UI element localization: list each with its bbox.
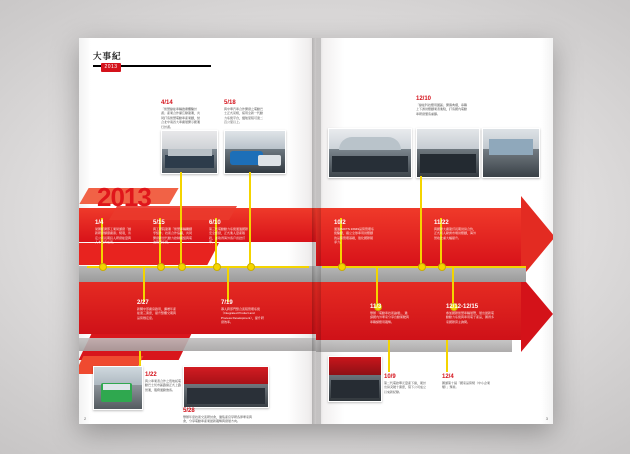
page-left bbox=[79, 38, 316, 424]
event-0719: 7/19 導入跨部門整合流程管理系統（Integrated Product and Process Development），提升研發效率。 bbox=[221, 300, 264, 325]
timeline-line-227 bbox=[143, 266, 145, 302]
timeline-line-124 bbox=[446, 340, 448, 372]
timeline-dot-r1 bbox=[418, 263, 426, 271]
red-band-2 bbox=[79, 243, 219, 265]
red-band-r2 bbox=[316, 282, 526, 340]
page-right bbox=[316, 38, 553, 424]
timeline-dot-2 bbox=[247, 263, 255, 271]
event-1210: 12/10 「綠能科技應用園區」開幕典禮，串聯上下游供應鏈業者進駐，打造國內電動車研發製造重鎮。 bbox=[416, 96, 468, 116]
gray-band-r2 bbox=[316, 340, 512, 352]
timeline-line-113 bbox=[376, 266, 378, 306]
timeline-line-1210 bbox=[420, 176, 422, 266]
event-1009: 10/9 第二代電控單元量產下線，累計出貨突破十萬套，寫下公司成立以來新紀錄。 bbox=[384, 374, 427, 394]
timeline-line-414 bbox=[180, 172, 182, 266]
gray-band-1 bbox=[79, 266, 316, 282]
event-0610: 6/10 第三代電動動力系統通過國際安全認證，正式進入量產階段，並取得海外客戶首批訂單。 bbox=[209, 220, 249, 245]
page-title: 大事紀 bbox=[93, 51, 122, 61]
open-magazine bbox=[79, 38, 553, 424]
event-0122: 1/22 與公車業者合作之低地板電動巴士於市區路線正式上路營運，服務通勤旅客。 bbox=[145, 372, 182, 392]
photo-city-bus bbox=[93, 366, 143, 410]
timeline-line-109 bbox=[388, 340, 390, 372]
timeline-line-1212 bbox=[452, 266, 454, 306]
gray-band-2 bbox=[79, 338, 316, 351]
event-0414: 4/14 「智慧綠能車輛推廣體驗計畫」產業合作備忘錄簽署，共同打造智慧電動車產業鏈，結合北中南四大車廠展開示範運行計畫。 bbox=[161, 100, 201, 129]
timeline-dot-3 bbox=[99, 263, 107, 271]
photo-park-opening bbox=[328, 128, 412, 178]
photo-electric-bus bbox=[224, 130, 286, 174]
event-0528: 5/28 舉辦年度技術交流研討會，邀集產官學研各界專家與會，分享電動車產業最新趨勢與發展方向。 bbox=[183, 408, 253, 424]
event-1212-1215: 12/12-12/15 參加國際智慧車輛展覽，展出最新電動動力系統與車用電子產品，獲得多家國際買主詢問。 bbox=[446, 304, 495, 324]
red-arrowhead-2 bbox=[521, 276, 553, 352]
timeline-dot-5 bbox=[213, 263, 221, 271]
timeline-dot-r3 bbox=[438, 263, 446, 271]
timeline-dot-r2 bbox=[338, 263, 346, 271]
event-0515: 5/15 與工研院簽署「智慧車輛關鍵零組件」技術合作協議，共同開發新世代動力控制模組與電池管理系統。 bbox=[153, 220, 193, 245]
event-0227: 2/27 新購中部廠房啟用，擴增年產能達三萬套，提升整體交期與品質穩定度。 bbox=[137, 300, 177, 320]
timeline-dot-1 bbox=[178, 263, 186, 271]
event-1103: 11/3 舉辦「電動車技術論壇」，邀請國內外專家分享自動駕駛與車聯網應用趨勢。 bbox=[370, 304, 410, 324]
photo-audience bbox=[328, 356, 382, 402]
red-band-3 bbox=[79, 282, 316, 334]
page-number-left: 2 bbox=[84, 416, 87, 421]
event-0518: 5/18 與中華汽車合作開發之電動巴士正式亮相，採用全新一代動力系統平台，續航里程可達二百公里以上。 bbox=[224, 100, 264, 125]
page-header bbox=[93, 50, 213, 70]
page-number-right: 3 bbox=[545, 416, 548, 421]
timeline-line-518 bbox=[249, 172, 251, 266]
event-0104: 1/4 榮獲經濟部工業局頒發「創新研發績優廠商」獎項，肯定公司長期投入研發能量與人才培育成果。 bbox=[95, 220, 132, 245]
photo-press-conference bbox=[416, 128, 480, 178]
event-1204: 12/4 獲頒第十屆「國家品質獎（中小企業類）」殊榮。 bbox=[442, 374, 491, 390]
timeline-line-719 bbox=[227, 266, 229, 302]
photo-signing-ceremony bbox=[161, 130, 218, 174]
event-1122: 11/22 與國際大廠簽訂長期供貨合約，正式切入歐洲市場供應鏈，海外營收比重大幅提升。 bbox=[434, 220, 477, 240]
year-label: 2013 bbox=[97, 182, 151, 212]
timeline-axis bbox=[87, 266, 309, 268]
year-badge: 2013 bbox=[101, 63, 121, 72]
timeline-dot-4 bbox=[157, 263, 165, 271]
photo-exhibition-hall bbox=[482, 128, 540, 178]
photo-seminar-group bbox=[183, 366, 269, 408]
event-1002: 10/2 通過ISO/TS 16949品質管理系統驗證，確立全球車用供應鏈的品質管理基礎，強化國際競爭力。 bbox=[334, 220, 375, 245]
